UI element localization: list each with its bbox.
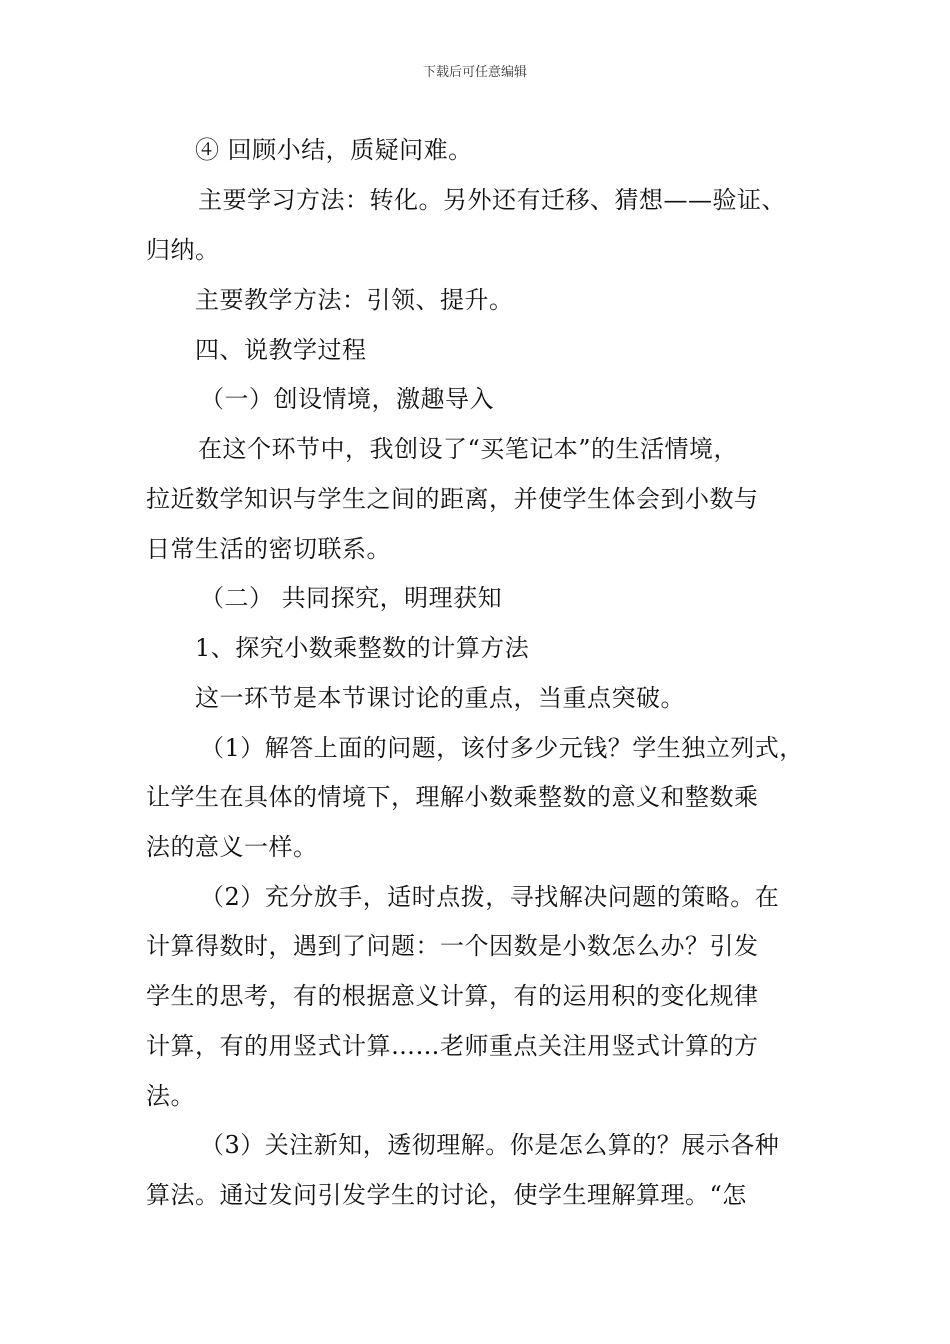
text-line: 日常生活的密切联系。: [146, 535, 391, 563]
text-line: 在这个环节中，我创设了“买笔记本”的生活情境，: [198, 435, 739, 463]
text-line: 四、说教学过程: [195, 336, 367, 364]
text-line: 计算，有的用竖式计算……老师重点关注用竖式计算的方: [146, 1032, 759, 1060]
text-line: 法的意义一样。: [146, 833, 318, 861]
text-line: （3）关注新知，透彻理解。你是怎么算的？展示各种: [200, 1131, 780, 1159]
text-line: 让学生在具体的情境下，理解小数乘整数的意义和整数乘: [146, 783, 759, 811]
text-line: 法。: [146, 1082, 195, 1110]
text-line: 拉近数学知识与学生之间的距离，并使学生体会到小数与: [146, 485, 759, 513]
text-line: 1、探究小数乘整数的计算方法: [195, 634, 530, 662]
text-line: （2）充分放手，适时点拨，寻找解决问题的策略。在: [200, 883, 780, 911]
text-line: 学生的思考，有的根据意义计算，有的运用积的变化规律: [146, 982, 759, 1010]
text-line: （一）创设情境，激趣导入: [200, 385, 494, 413]
text-line: 计算得数时，遇到了问题：一个因数是小数怎么办？引发: [146, 932, 759, 960]
text-line: 归纳。: [146, 236, 220, 264]
text-line: 主要学习方法：转化。另外还有迁移、猜想——验证、: [198, 186, 786, 214]
text-line: 这一环节是本节课讨论的重点，当重点突破。: [195, 684, 685, 712]
text-line: 主要教学方法：引领、提升。: [195, 286, 514, 314]
page-header: 下载后可任意编辑: [422, 65, 527, 80]
text-line: （1）解答上面的问题，该付多少元钱？学生独立列式，: [200, 734, 804, 762]
text-line: 算法。通过发问引发学生的讨论，使学生理解算理。“怎: [146, 1181, 747, 1209]
text-line: （二） 共同探究，明理获知: [200, 584, 503, 612]
text-line: ④ 回顾小结，质疑问难。: [195, 136, 473, 164]
